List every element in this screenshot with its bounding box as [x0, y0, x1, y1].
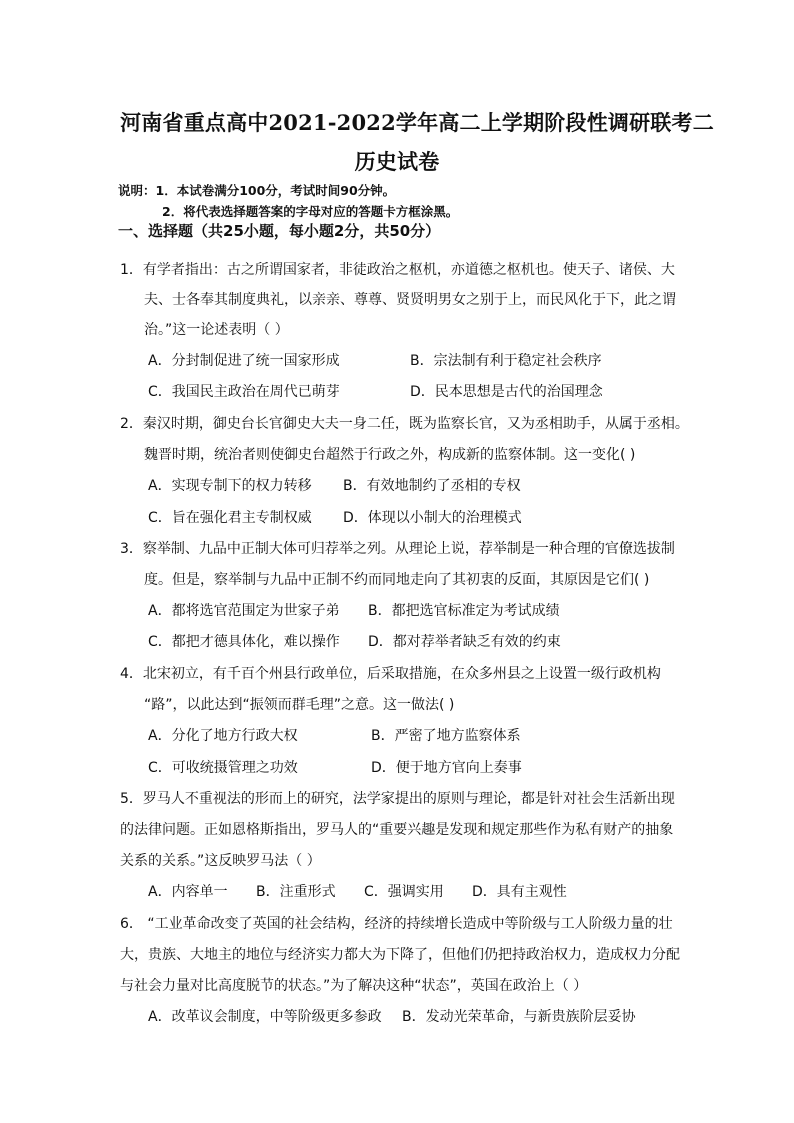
question-text-line: 度。但是，察举制与九品中正制不约而同地走向了其初衷的反面，其原因是它们( ): [144, 572, 650, 588]
option-a: A．分封制促进了统一国家形成: [148, 353, 340, 369]
question-text-line: “路”，以此达到“振领而群毛理”之意。这一做法( ): [144, 697, 455, 713]
question-text-line: 1．有学者指出：古之所谓国家者，非徒政治之枢机，亦道德之枢机也。使天子、诸侯、大: [120, 262, 675, 278]
question-text-line: 6． “工业革命改变了英国的社会结构，经济的持续增长造成中等阶级与工人阶级力量的壮: [120, 916, 673, 932]
option-c: C．可收统摄管理之功效: [148, 760, 298, 776]
option-c: C．我国民主政治在周代已萌芽: [148, 384, 340, 400]
exam-subtitle: 历史试卷: [354, 149, 440, 174]
question-text-line: 3．察举制、九品中正制大体可归荐举之列。从理论上说，荐举制是一种合理的官僚选拔制: [120, 541, 675, 557]
instruction-note-1: 说明：1．本试卷满分100分，考试时间90分钟。: [118, 183, 396, 198]
option-b: B．严密了地方监察体系: [371, 728, 521, 744]
question-text-line: 大，贵族、大地主的地位与经济实力都大为下降了，但他们仍把持政治权力，造成权力分配: [120, 947, 680, 963]
instruction-note-2: 2．将代表选择题答案的字母对应的答题卡方框涂黑。: [162, 204, 459, 219]
option-c: C．都把才德具体化，难以操作: [148, 634, 340, 650]
option-a: A．分化了地方行政大权: [148, 728, 298, 744]
option-d: D．体现以小制大的治理模式: [343, 510, 522, 526]
section-heading: 一、选择题（共25小题，每小题2分，共50分）: [118, 222, 441, 240]
question-text-line: 魏晋时期，统治者则使御史台超然于行政之外，构成新的监察体制。这一变化( ): [144, 447, 636, 463]
question-text-line: 的法律问题。正如恩格斯指出，罗马人的“重要兴趣是发现和规定那些作为私有财产的抽象: [120, 822, 674, 838]
option-b: B．注重形式: [256, 884, 336, 900]
question-text-line: 夫、士各奉其制度典礼，以亲亲、尊尊、贤贤明男女之别于上，而民风化于下，此之谓: [144, 292, 676, 308]
question-text-line: 5．罗马人不重视法的形而上的研究，法学家提出的原则与理论，都是针对社会生活新出现: [120, 791, 675, 807]
option-b: B．都把选官标准定为考试成绩: [368, 603, 560, 619]
option-d: D．具有主观性: [472, 884, 567, 900]
option-a: A．实现专制下的权力转移: [148, 478, 312, 494]
option-d: D．都对荐举者缺乏有效的约束: [368, 634, 561, 650]
option-c: C．旨在强化君主专制权威: [148, 510, 312, 526]
question-text-line: 与社会力量对比高度脱节的状态。”为了解决这种“状态”，英国在政治上（ ）: [120, 978, 588, 994]
option-b: B．宗法制有利于稳定社会秩序: [410, 353, 602, 369]
option-a: A．内容单一: [148, 884, 228, 900]
option-d: D．民本思想是古代的治国理念: [410, 384, 603, 400]
option-a: A．都将选官范围定为世家子弟: [148, 603, 340, 619]
question-text-line: 2．秦汉时期，御史台长官御史大夫一身二任，既为监察长官，又为丞相助手，从属于丞相。: [120, 416, 689, 432]
question-text-line: 4．北宋初立，有千百个州县行政单位，后采取措施，在众多州县之上设置一级行政机构: [120, 666, 661, 682]
option-b: B．发动光荣革命，与新贵族阶层妥协: [402, 1009, 636, 1025]
option-d: D．便于地方官向上奏事: [371, 760, 522, 776]
option-b: B．有效地制约了丞相的专权: [343, 478, 521, 494]
exam-title: 河南省重点高中2021-2022学年高二上学期阶段性调研联考二: [120, 110, 714, 135]
question-text-line: 关系的关系。”这反映罗马法（ ）: [120, 853, 321, 869]
option-a: A．改革议会制度，中等阶级更多参政: [148, 1009, 382, 1025]
option-c: C．强调实用: [364, 884, 444, 900]
question-text-line: 治。”这一论述表明（ ）: [144, 322, 289, 338]
